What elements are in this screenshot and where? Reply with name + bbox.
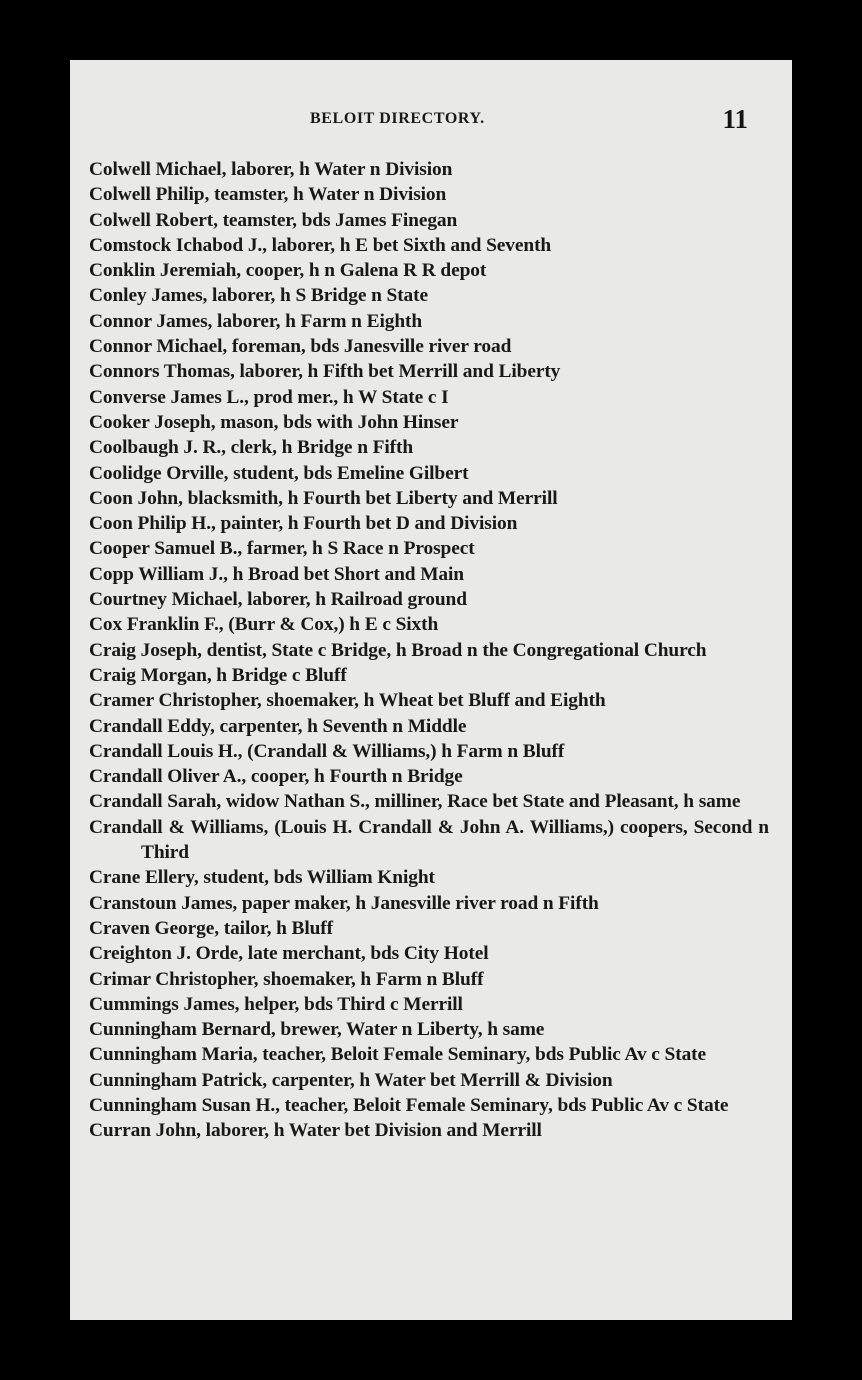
directory-entry: Coolbaugh J. R., clerk, h Bridge n Fifth	[89, 437, 414, 459]
directory-entry: Cooper Samuel B., farmer, h S Race n Prospect	[89, 538, 475, 560]
directory-entry: Crandall Sarah, widow Nathan S., milliner, Race bet State and Pleasant, h same	[89, 791, 741, 813]
directory-entry: Crane Ellery, student, bds William Knight	[89, 867, 435, 889]
running-head-title: BELOIT DIRECTORY.	[310, 110, 485, 127]
directory-entries	[89, 157, 769, 1144]
directory-entry: Cunningham Susan H., teacher, Beloit Female Seminary, bds Public Av c State	[89, 1094, 729, 1116]
directory-entry: Craig Morgan, h Bridge c Bluff	[89, 664, 347, 686]
directory-entry: Craig Joseph, dentist, State c Bridge, h Broad n the Congregational Church	[89, 639, 707, 661]
directory-entry: Connor Michael, foreman, bds Janesville river road	[89, 336, 512, 358]
directory-entry: Cramer Christopher, shoemaker, h Wheat bet Bluff and Eighth	[89, 690, 606, 712]
directory-entry: Crandall Oliver A., cooper, h Fourth n Bridge	[89, 766, 463, 788]
page-number: 11	[722, 104, 748, 134]
directory-entry: Crandall & Williams, (Louis H. Crandall & John A. Williams,) coopers, Second n Third	[89, 816, 769, 864]
directory-entry: Coolidge Orville, student, bds Emeline Gilbert	[89, 462, 469, 484]
directory-entry: Colwell Robert, teamster, bds James Finegan	[89, 209, 458, 231]
directory-entry: Crandall Louis H., (Crandall & Williams,) h Farm n Bluff	[89, 740, 565, 762]
directory-entry: Cox Franklin F., (Burr & Cox,) h E c Sixth	[89, 614, 439, 636]
directory-entry: Cranstoun James, paper maker, h Janesville river road n Fifth	[89, 892, 599, 914]
directory-entry: Coon Philip H., painter, h Fourth bet D and Division	[89, 513, 518, 535]
directory-entry: Converse James L., prod mer., h W State c I	[89, 386, 449, 408]
directory-entry: Cunningham Maria, teacher, Beloit Female Seminary, bds Public Av c State	[89, 1044, 707, 1066]
directory-entry: Crandall Eddy, carpenter, h Seventh n Middle	[89, 715, 467, 737]
directory-entry: Copp William J., h Broad bet Short and Main	[89, 563, 464, 585]
directory-entry: Conley James, laborer, h S Bridge n State	[89, 285, 429, 307]
directory-entry: Cooker Joseph, mason, bds with John Hinser	[89, 411, 459, 433]
directory-entry: Cunningham Patrick, carpenter, h Water bet Merrill & Division	[89, 1069, 613, 1091]
directory-entry: Crimar Christopher, shoemaker, h Farm n Bluff	[89, 968, 484, 990]
directory-entry: Courtney Michael, laborer, h Railroad ground	[89, 589, 467, 611]
directory-entry: Cunningham Bernard, brewer, Water n Liberty, h same	[89, 1019, 545, 1041]
directory-entry: Conklin Jeremiah, cooper, h n Galena R R depot	[89, 260, 487, 282]
directory-entry: Comstock Ichabod J., laborer, h E bet Sixth and Seventh	[89, 234, 552, 256]
directory-entry: Colwell Philip, teamster, h Water n Division	[89, 184, 447, 206]
directory-entry: Craven George, tailor, h Bluff	[89, 917, 334, 939]
directory-entry: Creighton J. Orde, late merchant, bds City Hotel	[89, 943, 489, 965]
directory-entry: Curran John, laborer, h Water bet Division and Merrill	[89, 1120, 542, 1142]
directory-page	[70, 60, 792, 1320]
directory-entry: Colwell Michael, laborer, h Water n Division	[89, 159, 453, 180]
directory-entry: Connor James, laborer, h Farm n Eighth	[89, 310, 423, 332]
directory-entry: Cummings James, helper, bds Third c Merrill	[89, 993, 463, 1015]
page-header	[70, 104, 792, 138]
directory-entry: Coon John, blacksmith, h Fourth bet Liberty and Merrill	[89, 487, 558, 509]
directory-entry: Connors Thomas, laborer, h Fifth bet Merrill and Liberty	[89, 361, 561, 383]
